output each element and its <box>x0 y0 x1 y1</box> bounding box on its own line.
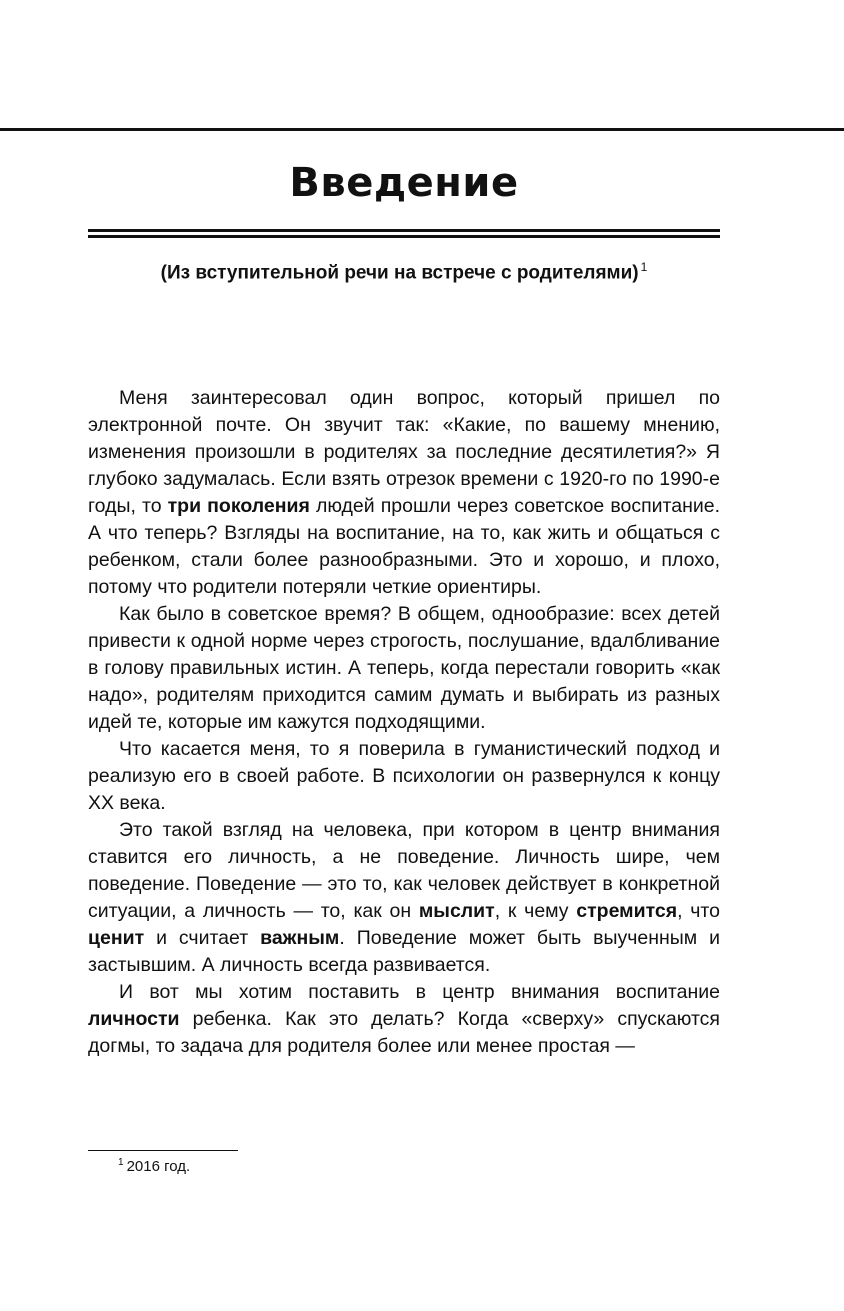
paragraph <box>88 736 720 817</box>
paragraph <box>88 817 720 979</box>
top-rule <box>0 128 844 131</box>
text-run: и считает <box>144 927 261 949</box>
paragraph <box>88 385 720 601</box>
body-text <box>88 385 720 1060</box>
subtitle <box>88 260 720 284</box>
text-run: Что касается меня, то я поверила в гуманистический подход и реализую его в своей работе. В психологии он развернулся к концу XX века. <box>88 738 720 814</box>
emphasis: три поколения <box>167 495 310 517</box>
page-title: Введение <box>289 160 519 206</box>
footnote <box>118 1157 190 1175</box>
text-run: , что <box>677 900 720 922</box>
emphasis: важным <box>260 927 340 949</box>
emphasis: личности <box>88 1008 180 1030</box>
title-double-rule <box>88 229 720 238</box>
text-run: , к чему <box>494 900 577 922</box>
text-run: людей прошли через советское воспитание. А что теперь? Взгляды на воспитание, на то, как жить и общаться с ребенком, стали более разнообразными. Это и хорошо, и плохо, потому что родители потеряли четкие ориентиры. <box>88 495 720 598</box>
text-run: Как было в советское время? В общем, однообразие: всех детей привести к одной норме через строгость, послушание, вдалбливание в голову правильных истин. А теперь, когда перестали говорить «как надо», родителям приходится самим думать и выбирать из разных идей те, которые им кажутся подходящими. <box>88 603 720 733</box>
paragraph <box>88 979 720 1060</box>
footnote-mark: 1 <box>118 1157 124 1168</box>
text-run: ребенка. Как это делать? Когда «сверху» спускаются догмы, то задача для родителя более или менее простая — <box>88 1008 720 1057</box>
footnote-text: 2016 год. <box>126 1158 191 1175</box>
text-run: Это такой взгляд на человека, при котором в центр внимания ставится его личность, а не поведение. Личность шире, чем поведение. Поведение — это то, как человек действует в конкретной ситуации, а личность — то, как он <box>88 819 720 922</box>
text-run: И вот мы хотим поставить в центр внимания воспитание <box>119 981 720 1003</box>
text-run: Меня заинтересовал один вопрос, который пришел по электронной почте. Он звучит так: «Какие, по вашему мнению, изменения произошли в родителях за последние десятилетия?» Я глубоко задумалась. Если взять отрезок времени с 1920-го по 1990-е годы, то <box>88 387 720 517</box>
emphasis: стремится <box>576 900 678 922</box>
footnote-rule <box>88 1150 238 1151</box>
text-run: . Поведение может быть выученным и застывшим. А личность всегда развивается. <box>88 927 720 976</box>
emphasis: мыслит <box>418 900 495 922</box>
emphasis: ценит <box>88 927 145 949</box>
subtitle-text: (Из вступительной речи на встрече с родителями) <box>160 262 639 284</box>
footnote-ref: 1 <box>640 260 648 274</box>
paragraph <box>88 601 720 736</box>
